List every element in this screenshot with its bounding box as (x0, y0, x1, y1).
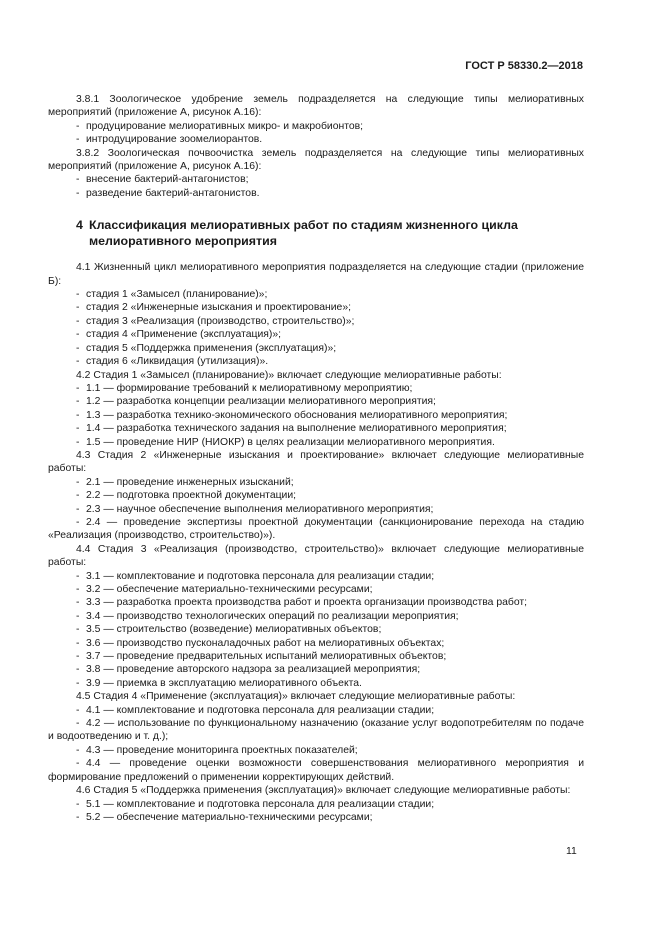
clause-paragraph: 3.8.2 Зоологическая почвоочистка земель подразделяется на следующие типы мелиоративных мероприятий (приложение А, рисунок А.16): (48, 147, 584, 173)
list-item: - 1.3 — разработка технико-экономического обоснования мелиоративного мероприятия; (48, 409, 584, 422)
document-body (48, 93, 584, 824)
clause-paragraph: 4.1 Жизненный цикл мелиоративного мероприятия подразделяется на следующие стадии (приложение Б): (48, 262, 584, 287)
list-item: - 4.3 — проведение мониторинга проектных показателей; (48, 744, 584, 757)
list-item: - 3.8 — проведение авторского надзора за реализацией мероприятия; (48, 663, 584, 676)
list-item: - стадия 6 «Ликвидация (утилизация)». (48, 355, 584, 368)
document-code: ГОСТ Р 58330.2—2018 (465, 60, 583, 72)
list-item: - стадия 2 «Инженерные изыскания и проектирование»; (48, 301, 584, 314)
list-item: - 1.5 — проведение НИР (НИОКР) в целях реализации мелиоративного мероприятия. (48, 436, 584, 449)
list-item: - интродуцирование зоомелиорантов. (48, 133, 584, 146)
list-item: - 2.3 — научное обеспечение выполнения мелиоративного мероприятия; (48, 503, 584, 516)
list-item: - 4.2 — использование по функциональному назначению (оказание услуг водопотребителям по подаче и водоотведению и т. д.); (48, 717, 584, 744)
list-item: - 2.2 — подготовка проектной документации; (48, 489, 584, 502)
section-heading (48, 218, 584, 249)
list-item: - стадия 1 «Замысел (планирование)»; (48, 288, 584, 301)
list-item: - стадия 3 «Реализация (производство, строительство)»; (48, 315, 584, 328)
list-item: - стадия 5 «Поддержка применения (эксплуатация)»; (48, 342, 584, 355)
list-item: - 4.1 — комплектование и подготовка персонала для реализации стадии; (48, 704, 584, 717)
clause-paragraph: 4.3 Стадия 2 «Инженерные изыскания и проектирование» включает следующие мелиоративные работы: (48, 449, 584, 475)
list-item: - 1.4 — разработка технического задания на выполнение мелиоративного мероприятия; (48, 422, 584, 435)
list-item: - стадия 4 «Применение (эксплуатация)»; (48, 328, 584, 341)
list-item: - 3.2 — обеспечение материально-техническими ресурсами; (48, 583, 584, 596)
list-item: - 3.3 — разработка проекта производства работ и проекта организации производства работ; (48, 596, 584, 609)
list-item: - 3.1 — комплектование и подготовка персонала для реализации стадии; (48, 570, 584, 583)
list-item: - 4.4 — проведение оценки возможности совершенствования мелиоративного мероприятия и формирование предложений о применении корректирующих действий. (48, 757, 584, 784)
clause-paragraph: 4.4 Стадия 3 «Реализация (производство, строительство)» включает следующие мелиоративные работы: (48, 543, 584, 569)
list-item: - 2.4 — проведение экспертизы проектной документации (санкционирование перехода на стадию «Реализация (производство, строительство)»). (48, 516, 584, 543)
list-item: - 1.2 — разработка концепции реализации мелиоративного мероприятия; (48, 395, 584, 408)
list-item: - 1.1 — формирование требований к мелиоративному мероприятию; (48, 382, 584, 395)
list-item: - 3.9 — приемка в эксплуатацию мелиоративного объекта. (48, 677, 584, 690)
list-item: - разведение бактерий-антагонистов. (48, 187, 584, 200)
list-item: - 3.6 — производство пусконаладочных работ на мелиоративных объектах; (48, 637, 584, 650)
clause-paragraph: 4.2 Стадия 1 «Замысел (планирование)» включает следующие мелиоративные работы: (76, 369, 502, 381)
section-number: 4 (76, 218, 83, 233)
list-item: - 3.4 — производство технологических операций по реализации мероприятия; (48, 610, 584, 623)
list-item: - 3.5 — строительство (возведение) мелиоративных объектов; (48, 623, 584, 636)
list-item: - продуцирование мелиоративных микро- и макробионтов; (48, 120, 584, 133)
page-number: 11 (566, 846, 577, 857)
list-item: - 3.7 — проведение предварительных испытаний мелиоративных объектов; (48, 650, 584, 663)
list-item: - 5.2 — обеспечение материально-техническими ресурсами; (48, 811, 584, 824)
list-item: - 5.1 — комплектование и подготовка персонала для реализации стадии; (48, 798, 584, 811)
list-item: - 2.1 — проведение инженерных изысканий; (48, 476, 584, 489)
clause-paragraph: 3.8.1 Зоологическое удобрение земель подразделяется на следующие типы мелиоративных мероприятий (приложение А, рисунок А.16): (48, 94, 584, 119)
list-item: - внесение бактерий-антагонистов; (48, 173, 584, 186)
clause-paragraph: 4.5 Стадия 4 «Применение (эксплуатация)» включает следующие мелиоративные работы: (76, 691, 516, 703)
section-title: Классификация мелиоративных работ по стадиям жизненного цикла мелиоративного мероприятия (89, 218, 518, 248)
clause-paragraph: 4.6 Стадия 5 «Поддержка применения (эксплуатация)» включает следующие мелиоративные работы: (76, 785, 571, 797)
